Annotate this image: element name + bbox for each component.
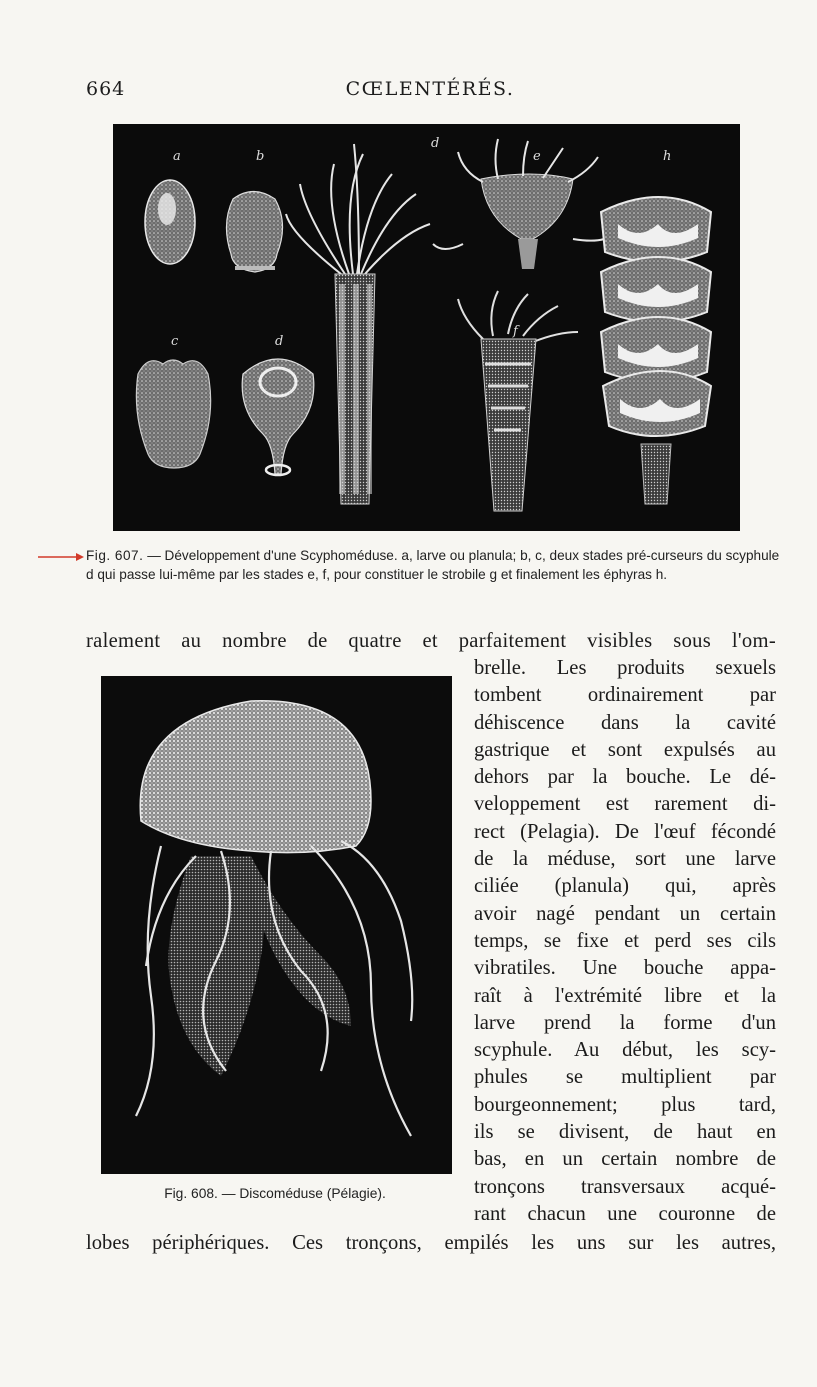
body-line: phules se multiplient par [474,1066,776,1089]
body-line: tronçons transversaux acqué- [474,1175,776,1198]
figure-letter: e [533,149,541,164]
body-line: bourgeonnement; plus tard, [474,1093,776,1116]
body-line: de la méduse, sort une larve [474,848,776,871]
body-line-top: ralement au nombre de quatre et parfaitement visibles sous l'om- [86,630,776,652]
body-line: dehors par la bouche. Le dé- [474,766,776,789]
running-head: CŒLENTÉRÉS. [345,78,515,100]
figure-letter: f [513,324,518,339]
body-line: ciliée (planula) qui, après [474,875,776,898]
figure-607-caption [86,546,780,584]
pelagia-jellyfish-illustration [101,676,452,1174]
body-line: veloppement est rarement di- [474,793,776,816]
figure-607-caption-label: Fig. 607. [86,548,144,563]
body-line: déhiscence dans la cavité [474,711,776,734]
body-line: temps, se fixe et perd ses cils [474,929,776,952]
figure-letter: d [275,334,284,349]
body-line: raît à l'extrémité libre et la [474,984,776,1007]
annotation-arrow-icon [38,552,84,562]
scyphomedusa-development-illustration [113,124,740,531]
body-text-column [474,655,776,1228]
body-line: brelle. Les produits sexuels [474,657,776,679]
body-line-bottom: lobes périphériques. Ces tronçons, empilés les uns sur les autres, [86,1232,776,1254]
figure-letter: h [663,149,672,164]
body-line: gastrique et sont expulsés au [474,738,776,761]
body-line: bas, en un certain nombre de [474,1148,776,1171]
figure-608-plate [101,676,452,1174]
figure-608-caption: Fig. 608. — Discoméduse (Pélagie). [164,1186,386,1201]
body-line: avoir nagé pendant un certain [474,902,776,925]
figure-letter: b [256,149,265,164]
body-line: rant chacun une couronne de [474,1202,776,1225]
body-line: rect (Pelagia). De l'œuf fécondé [474,820,776,843]
figure-letter: d [431,136,440,151]
body-line: ils se divisent, de haut en [474,1121,776,1144]
page-number: 664 [86,78,126,100]
body-line: scyphule. Au début, les scy- [474,1039,776,1062]
body-line: vibratiles. Une bouche appa- [474,957,776,980]
body-line: larve prend la forme d'un [474,1011,776,1034]
figure-letter: c [171,334,179,349]
body-line: tombent ordinairement par [474,684,776,707]
figure-607-caption-text: — Développement d'une Scyphoméduse. a, larve ou planula; b, c, deux stades pré-curseurs du scyphule d qui passe lui-même par les stades e, f, pour constituer le strobile g et finalement les éphyras h. [86,548,780,582]
figure-607-plate [113,124,740,531]
figure-letter: a [173,149,181,164]
